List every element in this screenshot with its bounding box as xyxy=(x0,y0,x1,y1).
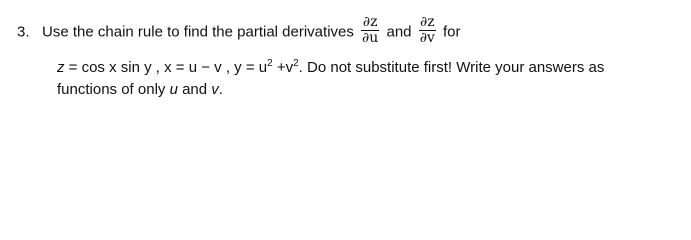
problem-number: 3. xyxy=(17,23,30,41)
variable-v: v xyxy=(211,81,219,98)
fraction-dz-dv xyxy=(419,15,436,46)
connector-and: and xyxy=(182,81,208,98)
exponent: 2 xyxy=(267,58,273,69)
exponent: 2 xyxy=(293,58,299,69)
fraction-numerator: ∂z xyxy=(362,14,378,30)
equation-y-lhs: y = u xyxy=(230,59,268,76)
equation-y-plus: +v xyxy=(272,59,294,76)
text-for: for xyxy=(443,23,461,41)
equation-z-lhs: z xyxy=(57,59,65,76)
problem-line-1 xyxy=(17,14,461,48)
instruction-text: . Do not substitute first! Write your answers as xyxy=(298,59,605,76)
fraction-numerator: ∂z xyxy=(419,14,435,30)
equation-z-rhs: = cos x sin y , xyxy=(64,59,160,76)
fraction-denominator: ∂v xyxy=(419,30,435,46)
variable-u: u xyxy=(169,81,178,98)
fraction-dz-du xyxy=(361,15,379,46)
connector-and: and xyxy=(386,23,412,41)
fraction-denominator: ∂u xyxy=(362,30,379,46)
problem-line-3 xyxy=(57,82,223,97)
problem-line-2 xyxy=(57,60,604,75)
equation-x: x = u − v , xyxy=(159,59,230,76)
period: . xyxy=(218,81,223,98)
problem-text-intro: Use the chain rule to find the partial derivatives xyxy=(42,23,354,41)
line3-text: functions of only xyxy=(57,81,166,98)
